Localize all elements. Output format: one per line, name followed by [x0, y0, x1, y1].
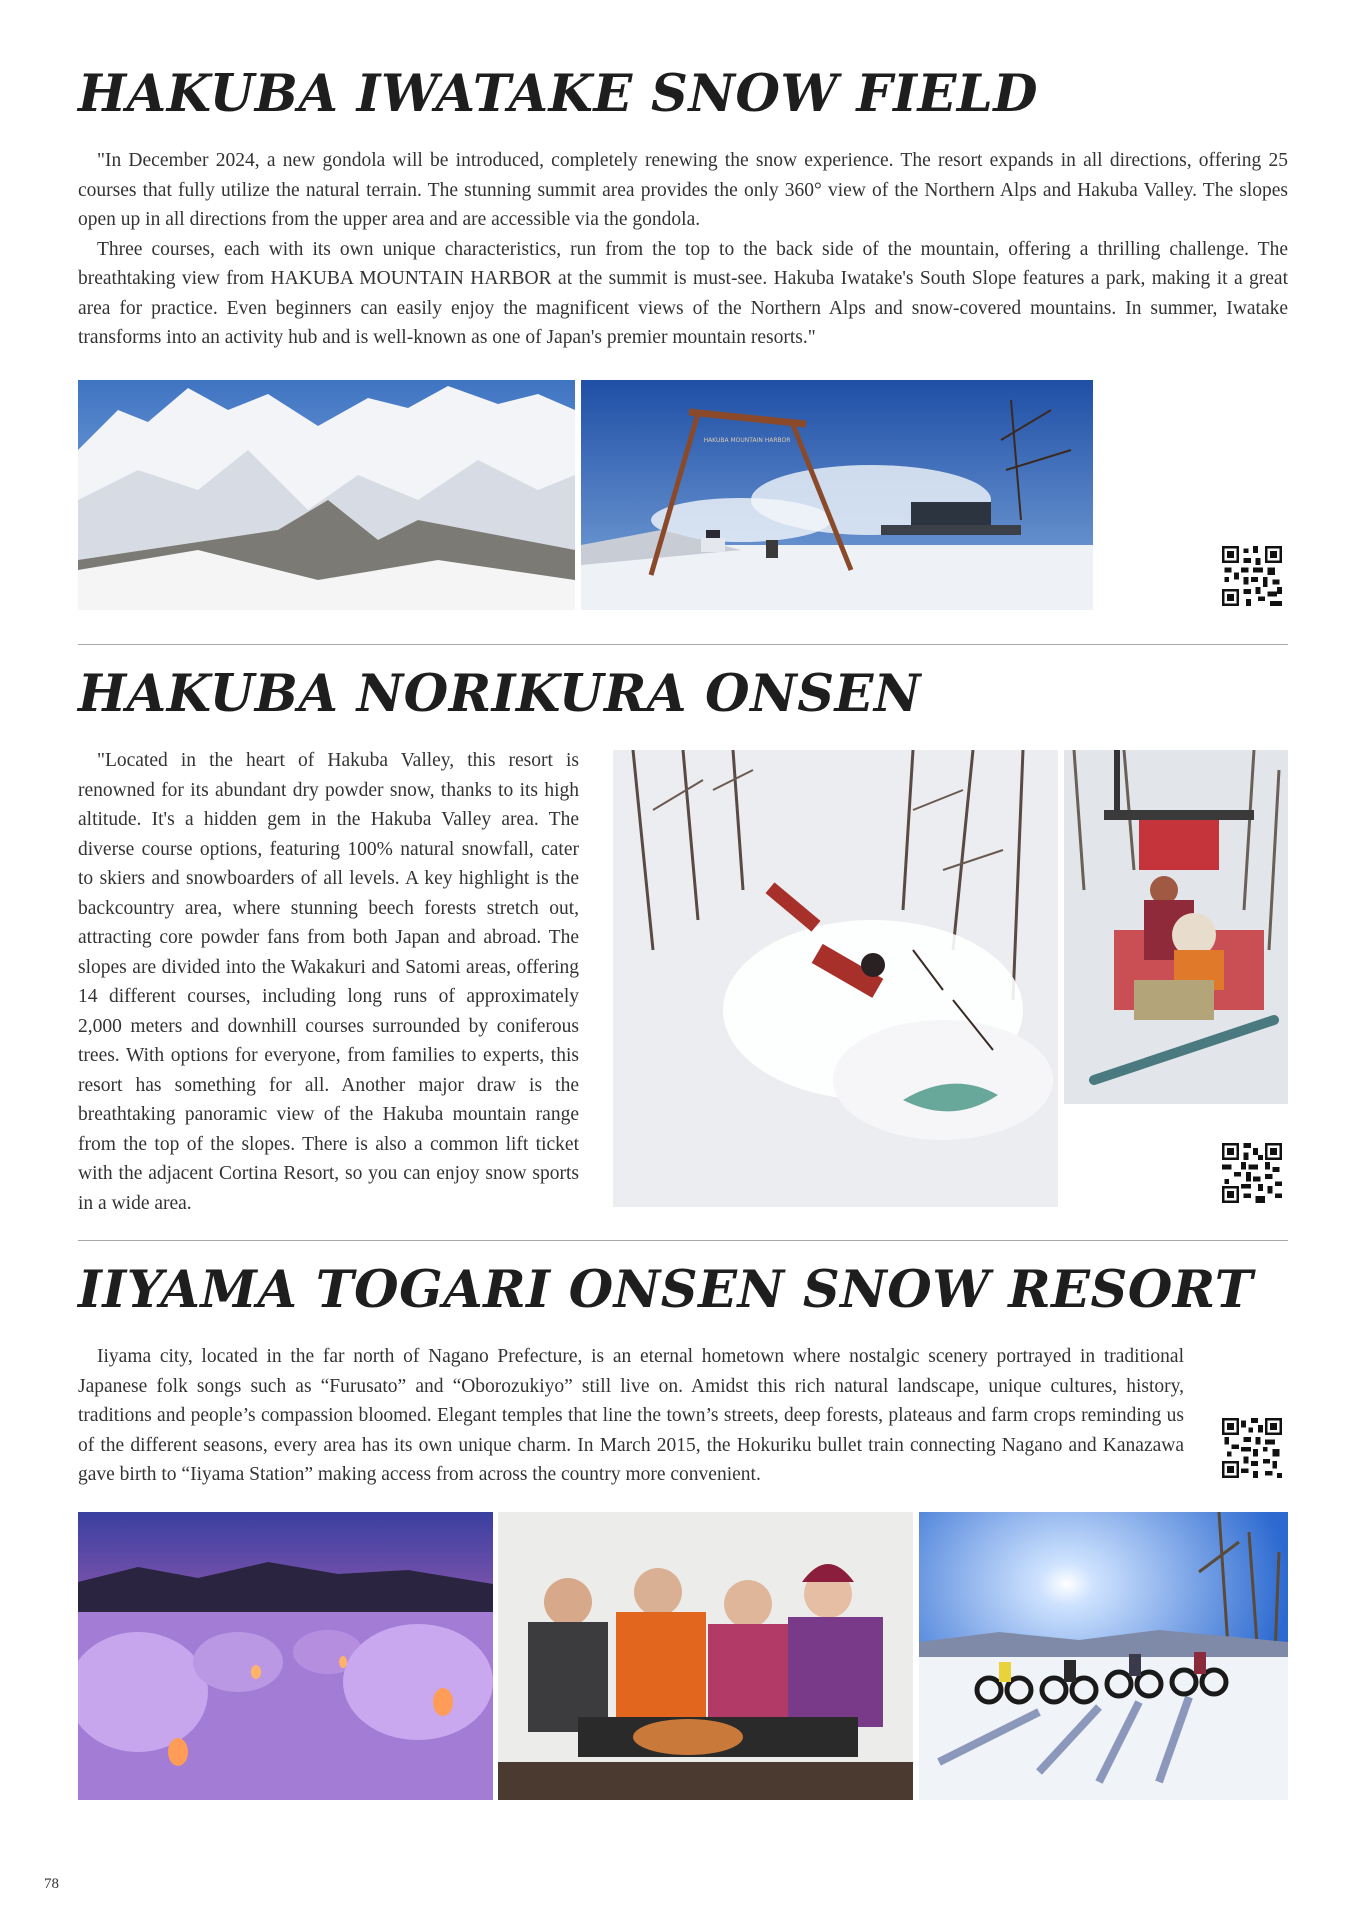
iiyama-description — [78, 1342, 1184, 1490]
iiyama-paragraph: Iiyama city, located in the far north of Nagano Prefecture, is an eternal hometown where nostalgic scenery portrayed in traditional Japanese folk songs such as “Furusato” and “Oborozukiyo” still live on. Amidst this rich natural landscape, unique cultures, history, traditions and people’s compassion bloomed. Elegant temples that line the town’s streets, deep forests, plateaus and farm crops reminding us of the different seasons, every area has its own unique charm. In March 2015, the Hokuriku bullet train connecting Nagano and Kanazawa gave birth to “Iiyama Station” making access from across the country more convenient. — [78, 1346, 1184, 1485]
norikura-description — [78, 746, 579, 1218]
iwatake-paragraph: Three courses, each with its own unique characteristics, run from the top to the back side of the mountain, offering a thrilling challenge. The breathtaking view from HAKUBA MOUNTAIN HARBOR at the summit is must-see. Hakuba Iwatake's South Slope features a park, making it a great area for practice. Even beginners can easily enjoy the magnificent views of the Northern Alps and snow-covered mountains. In summer, Iwatake transforms into an activity hub and is well-known as one of Japan's premier mountain resorts." — [78, 238, 1288, 348]
section-title-iwatake: HAKUBA IWATAKE SNOW FIELD — [78, 64, 1038, 124]
fat-bike-snow-ride-photo — [919, 1512, 1288, 1800]
swing-sign-text: HAKUBA MOUNTAIN HARBOR — [703, 437, 791, 444]
chairlift-with-dog-photo — [1064, 750, 1288, 1104]
qr-code-icon — [1222, 1418, 1282, 1478]
iwatake-description — [78, 146, 1288, 353]
snow-covered-mountain-range-photo — [78, 380, 575, 610]
norikura-paragraph: "Located in the heart of Hakuba Valley, this resort is renowned for its abundant dry powder snow, thanks to its high altitude. It's a hidden gem in the Hakuba Valley area. The diverse course options, featuring 100% natural snowfall, cater to skiers and snowboarders of all levels. A key highlight is the backcountry area, where stunning beech forests stretch out, attracting core powder fans from both Japan and abroad. The slopes are divided into the Wakakuri and Satomi areas, offering 14 different courses, including long runs of approximately 2,000 meters and downhill courses surrounded by coniferous trees. With options for everyone, from families to experts, this resort has something for all. Another major draw is the breathtaking panoramic view of the Hakuba mountain range from the top of the slopes. There is also a common lift ticket with the adjacent Cortina Resort, so you can enjoy snow sports in a wide area. — [78, 750, 579, 1214]
summit-swing-photo — [581, 380, 1093, 610]
powder-snowboarder-photo — [613, 750, 1058, 1207]
section-divider — [78, 1240, 1288, 1241]
page-number: 78 — [44, 1876, 59, 1892]
section-divider — [78, 644, 1288, 645]
iwatake-paragraph: "In December 2024, a new gondola will be introduced, completely renewing the snow experience. The resort expands in all directions, offering 25 courses that fully utilize the natural terrain. The stunning summit area provides the only 360° view of the Northern Alps and Hakuba Valley. The slopes open up in all directions from the upper area and are accessible via the gondola. — [78, 150, 1288, 230]
qr-code-icon — [1222, 1143, 1282, 1203]
section-title-iiyama: IIYAMA TOGARI ONSEN SNOW RESORT — [78, 1260, 1254, 1320]
kamakura-snow-huts-photo — [78, 1512, 493, 1800]
qr-code-icon — [1222, 546, 1282, 606]
friends-eating-in-snow-hut-photo — [498, 1512, 913, 1800]
section-title-norikura: HAKUBA NORIKURA ONSEN — [78, 664, 922, 724]
